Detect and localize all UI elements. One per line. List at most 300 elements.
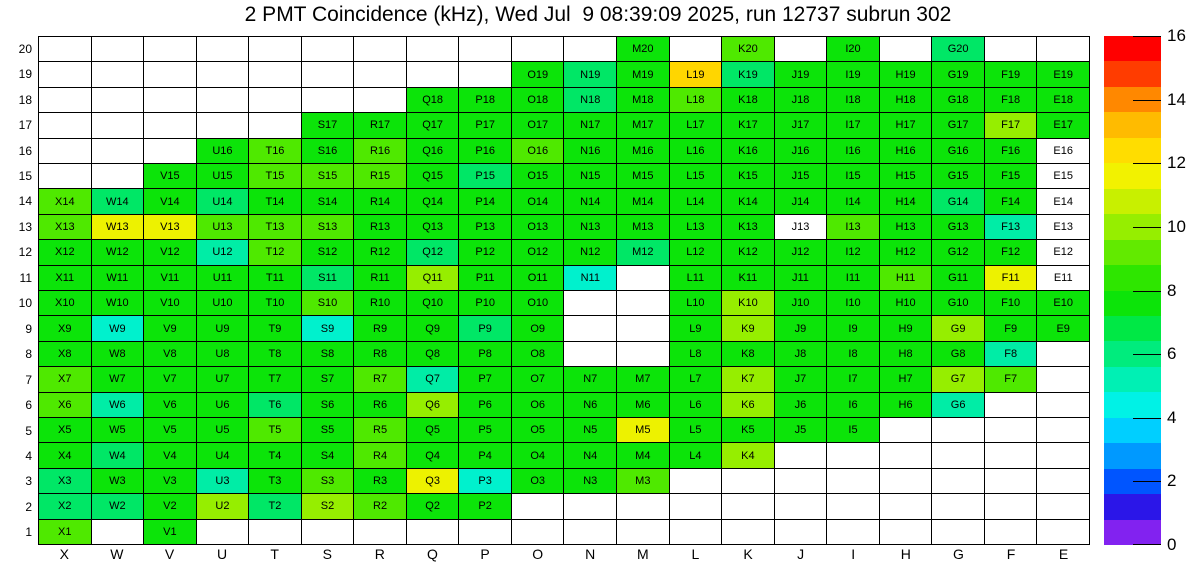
grid-cell-label: M3 (635, 474, 651, 487)
grid-cell-label: K14 (738, 195, 758, 208)
grid-cell-label: V6 (163, 398, 177, 411)
grid-cell-empty (670, 37, 723, 62)
grid-cell-label: K5 (741, 424, 755, 437)
grid-cell-label: N12 (580, 246, 601, 259)
row-label: 1 (25, 525, 32, 540)
grid-cell-label: R2 (373, 500, 388, 513)
grid-cell (564, 113, 617, 138)
grid-cell (932, 266, 985, 291)
grid-cell-label: Q2 (425, 500, 440, 513)
grid-cell (354, 443, 407, 468)
grid-cell-label: V14 (160, 195, 180, 208)
row-label: 18 (18, 92, 32, 107)
grid-cell (932, 113, 985, 138)
grid-cell (39, 494, 92, 519)
grid-cell-label: U2 (215, 500, 230, 513)
grid-cell-label: H6 (898, 398, 913, 411)
grid-cell (775, 316, 828, 341)
grid-cell-empty (985, 418, 1038, 443)
grid-cell-empty (932, 418, 985, 443)
grid-cell (670, 418, 723, 443)
row-label: 19 (18, 67, 32, 82)
grid-cell-empty (197, 62, 250, 87)
grid-cell (459, 367, 512, 392)
grid-cell (564, 215, 617, 240)
grid-cell (407, 215, 460, 240)
grid-cell (564, 164, 617, 189)
grid-cell (459, 418, 512, 443)
row-label: 7 (25, 372, 32, 387)
grid-cell-label: U12 (212, 246, 233, 259)
column-label: J (797, 546, 805, 562)
grid-cell-label: R9 (373, 322, 388, 335)
grid-cell (354, 367, 407, 392)
colorbar-tick-label: 0 (1167, 535, 1177, 554)
grid-cell (617, 367, 670, 392)
grid-cell-empty (1037, 393, 1090, 418)
grid-cell-label: K9 (741, 322, 755, 335)
grid-cell-label: P15 (475, 170, 495, 183)
grid-cell (197, 189, 250, 214)
grid-cell-empty (722, 469, 775, 494)
grid-cell (564, 393, 617, 418)
grid-cell-label: O18 (527, 93, 549, 106)
grid-cell-label: T12 (265, 246, 285, 259)
grid-cell-empty (92, 164, 145, 189)
grid-cell (775, 393, 828, 418)
grid-cell-label: H18 (895, 93, 916, 106)
grid-cell-empty (92, 37, 145, 62)
grid-cell-label: L18 (686, 93, 705, 106)
row-label: 11 (19, 270, 32, 285)
grid-cell-label: T7 (268, 373, 282, 386)
grid-cell-empty (775, 443, 828, 468)
grid-cell-empty (197, 113, 250, 138)
grid-cell (722, 443, 775, 468)
grid-cell (880, 139, 933, 164)
grid-cell-label: P12 (475, 246, 495, 259)
chart-title: 2 PMT Coincidence (kHz), Wed Jul 9 08:39:09 2025, run 12737 subrun 302 (244, 3, 952, 26)
grid-cell-empty (92, 62, 145, 87)
grid-cell-label: T16 (265, 144, 285, 157)
grid-cell-label: J16 (791, 144, 810, 157)
grid-cell (407, 266, 460, 291)
grid-cell (722, 189, 775, 214)
grid-cell (92, 316, 145, 341)
column-label: F (1006, 546, 1016, 562)
grid-cell-label: I8 (848, 347, 858, 360)
grid-cell (985, 164, 1038, 189)
grid-cell-label: I6 (848, 398, 858, 411)
grid-cell (617, 139, 670, 164)
grid-cell (459, 291, 512, 316)
row-label: 2 (25, 499, 32, 514)
grid-cell (302, 443, 355, 468)
grid-cell-label: U8 (215, 347, 230, 360)
grid-cell (670, 113, 723, 138)
grid-cell-label: V3 (163, 474, 177, 487)
grid-cell-label: N11 (580, 271, 600, 284)
grid-cell (932, 215, 985, 240)
grid-cell (459, 113, 512, 138)
colorbar-tick-line (1133, 36, 1161, 37)
grid-cell (249, 418, 302, 443)
grid-cell-empty (92, 139, 145, 164)
grid-cell (197, 240, 250, 265)
grid-cell-label: G6 (950, 398, 966, 411)
grid-cell-label: I18 (845, 93, 861, 106)
grid-cell (670, 342, 723, 367)
x-axis-column-labels (38, 546, 1090, 566)
grid-cell-empty (670, 469, 723, 494)
grid-cell (722, 316, 775, 341)
grid-cell-empty (617, 520, 670, 545)
grid-cell-empty (827, 520, 880, 545)
grid-cell (722, 367, 775, 392)
grid-cell-empty (302, 520, 355, 545)
grid-cell (144, 418, 197, 443)
grid-cell-label: F8 (1004, 347, 1018, 360)
grid-cell (932, 37, 985, 62)
grid-cell-empty (1037, 37, 1090, 62)
grid-cell (617, 418, 670, 443)
grid-cell-empty (1037, 418, 1090, 443)
grid-cell-label: N7 (583, 373, 598, 386)
row-label: 14 (18, 194, 32, 209)
grid-cell-label: X13 (54, 220, 75, 233)
row-label: 13 (18, 219, 32, 234)
grid-cell (880, 62, 933, 87)
grid-cell-label: X14 (54, 195, 75, 208)
grid-cell-label: W10 (106, 297, 129, 310)
grid-cell-label: V1 (163, 525, 177, 538)
grid-cell-label: J11 (792, 271, 809, 284)
grid-cell-label: Q18 (422, 93, 444, 106)
grid-cell-label: U16 (212, 144, 233, 157)
grid-cell (775, 418, 828, 443)
grid-cell-label: P7 (478, 373, 492, 386)
grid-cell-empty (985, 37, 1038, 62)
grid-cell-label: H14 (895, 195, 916, 208)
grid-cell-label: V15 (160, 170, 180, 183)
grid-cell-label: F14 (1001, 195, 1021, 208)
grid-cell (617, 88, 670, 113)
grid-cell-empty (249, 62, 302, 87)
grid-cell-label: F7 (1004, 373, 1018, 386)
grid-cell-label: W2 (109, 500, 126, 513)
grid-cell (92, 291, 145, 316)
grid-cell-label: P6 (478, 398, 492, 411)
grid-cell-empty (39, 62, 92, 87)
grid-cell-label: T11 (265, 271, 285, 284)
grid-cell (722, 139, 775, 164)
column-label: S (322, 546, 332, 562)
grid-cell (722, 113, 775, 138)
grid-cell-label: H19 (895, 68, 916, 81)
grid-cell-label: G8 (950, 347, 966, 360)
grid-cell (722, 393, 775, 418)
grid-cell-empty (932, 520, 985, 545)
grid-cell (564, 469, 617, 494)
grid-cell (827, 37, 880, 62)
grid-cell (407, 342, 460, 367)
grid-cell-label: K10 (738, 297, 758, 310)
grid-cell (512, 62, 565, 87)
grid-cell-empty (459, 520, 512, 545)
grid-cell-empty (39, 113, 92, 138)
grid-cell-label: F16 (1001, 144, 1021, 157)
grid-cell (617, 189, 670, 214)
grid-cell (670, 240, 723, 265)
grid-cell (39, 189, 92, 214)
grid-cell (617, 469, 670, 494)
grid-cell (617, 240, 670, 265)
grid-cell (92, 418, 145, 443)
grid-cell-empty (617, 342, 670, 367)
grid-cell (92, 469, 145, 494)
grid-cell (39, 291, 92, 316)
grid-cell-label: M5 (635, 424, 651, 437)
grid-cell-label: J8 (794, 347, 807, 360)
colorbar-tick-line (1133, 544, 1161, 545)
grid-cell-label: S7 (320, 373, 335, 386)
grid-cell-label: S14 (317, 195, 338, 208)
grid-cell (249, 215, 302, 240)
grid-cell-label: F12 (1001, 246, 1021, 259)
column-label: T (270, 546, 279, 562)
grid-cell-label: I19 (845, 68, 861, 81)
grid-cell (407, 189, 460, 214)
grid-cell (512, 443, 565, 468)
grid-cell-label: W7 (109, 373, 126, 386)
grid-cell-label: R3 (373, 474, 388, 487)
grid-cell-label: Q12 (422, 246, 444, 259)
grid-cell-label: V2 (163, 500, 177, 513)
grid-cell-empty (880, 494, 933, 519)
grid-cell (197, 443, 250, 468)
grid-cell-label: O19 (527, 68, 549, 81)
grid-cell-label: Q6 (425, 398, 440, 411)
grid-cell-label: P5 (478, 424, 492, 437)
grid-cell-label: R16 (369, 144, 391, 157)
grid-cell (39, 418, 92, 443)
grid-cell-label: R5 (373, 424, 388, 437)
grid-cell-label: K6 (741, 398, 755, 411)
grid-cell (459, 88, 512, 113)
grid-cell-empty (880, 418, 933, 443)
grid-cell (459, 240, 512, 265)
grid-cell-label: M20 (632, 43, 654, 56)
grid-cell-label: J14 (791, 195, 810, 208)
grid-cell (880, 266, 933, 291)
grid-cell-label: N13 (580, 220, 601, 233)
grid-cell-empty (564, 291, 617, 316)
grid-cell (249, 189, 302, 214)
grid-cell (197, 469, 250, 494)
grid-cell-empty (512, 494, 565, 519)
grid-cell (144, 443, 197, 468)
row-label: 20 (18, 41, 32, 56)
grid-cell (932, 88, 985, 113)
grid-cell (249, 342, 302, 367)
grid-cell-label: V8 (163, 347, 177, 360)
grid-cell (932, 316, 985, 341)
grid-cell (932, 62, 985, 87)
grid-cell-label: F9 (1004, 322, 1018, 335)
column-label: U (217, 546, 228, 562)
grid-cell-label: T6 (268, 398, 282, 411)
grid-cell-label: F18 (1001, 93, 1021, 106)
grid-cell-label: U3 (215, 474, 230, 487)
grid-cell-label: M17 (632, 119, 654, 132)
grid-cell-label: K13 (738, 220, 758, 233)
grid-cell-label: J12 (791, 246, 810, 259)
grid-cell (197, 164, 250, 189)
grid-cell-label: E11 (1053, 271, 1073, 284)
grid-cell (512, 316, 565, 341)
grid-cell-label: Q8 (425, 347, 440, 360)
grid-cell-empty (354, 520, 407, 545)
grid-cell-label: M12 (632, 246, 654, 259)
grid-cell (722, 266, 775, 291)
grid-cell (827, 240, 880, 265)
grid-cell-empty (1037, 342, 1090, 367)
grid-cell (775, 62, 828, 87)
grid-cell (512, 189, 565, 214)
row-label: 8 (25, 347, 32, 362)
grid-cell (459, 393, 512, 418)
grid-cell-label: O3 (530, 474, 546, 487)
grid-cell-label: T13 (265, 220, 285, 233)
grid-cell-label: S13 (317, 220, 338, 233)
grid-cell-label: S15 (317, 170, 338, 183)
column-label: E (1058, 546, 1069, 562)
grid-cell (144, 367, 197, 392)
grid-cell (39, 367, 92, 392)
grid-cell-label: T5 (268, 424, 282, 437)
grid-cell-empty (564, 37, 617, 62)
colorbar-tick-line (1133, 354, 1161, 355)
grid-cell (512, 291, 565, 316)
grid-cell-label: U7 (215, 373, 230, 386)
grid-cell (1037, 113, 1090, 138)
grid-cell (617, 164, 670, 189)
grid-cell-label: K8 (741, 347, 755, 360)
grid-cell-label: K18 (738, 93, 758, 106)
grid-cell-empty (407, 520, 460, 545)
grid-cell (302, 494, 355, 519)
grid-cell (92, 494, 145, 519)
grid-cell (354, 240, 407, 265)
grid-cell-label: K4 (741, 449, 755, 462)
grid-cell (775, 266, 828, 291)
grid-cell (775, 189, 828, 214)
grid-cell-label: Q11 (422, 271, 443, 284)
grid-cell-label: S17 (317, 119, 338, 132)
grid-cell (197, 266, 250, 291)
grid-cell (564, 88, 617, 113)
grid-cell-empty (880, 520, 933, 545)
grid-cell-label: I16 (845, 144, 861, 157)
grid-cell-label: I7 (848, 373, 858, 386)
grid-cell (144, 189, 197, 214)
grid-cell (512, 393, 565, 418)
grid-cell (512, 342, 565, 367)
grid-cell-empty (144, 88, 197, 113)
grid-cell-empty (92, 113, 145, 138)
grid-cell-empty (302, 88, 355, 113)
grid-cell-label: G12 (947, 246, 969, 259)
grid-cell (302, 240, 355, 265)
grid-cell-label: H10 (895, 297, 916, 310)
grid-cell-label: J13 (791, 220, 810, 233)
grid-cell-empty (354, 88, 407, 113)
grid-cell-empty (197, 37, 250, 62)
colorbar-tick-label: 6 (1167, 344, 1177, 364)
grid-cell-label: O9 (530, 322, 546, 335)
grid-cell (932, 291, 985, 316)
grid-cell (407, 418, 460, 443)
grid-cell-empty (1037, 494, 1090, 519)
grid-cell-empty (302, 62, 355, 87)
grid-cell (775, 139, 828, 164)
grid-cell-label: X5 (58, 424, 72, 437)
column-label: L (691, 546, 700, 562)
grid-cell-label: Q17 (422, 119, 444, 132)
grid-cell-label: Q4 (425, 449, 440, 462)
grid-cell (564, 240, 617, 265)
grid-cell (197, 316, 250, 341)
grid-cell-empty (249, 37, 302, 62)
grid-cell (302, 316, 355, 341)
grid-cell (249, 164, 302, 189)
grid-cell-label: V12 (160, 246, 180, 259)
grid-cell-label: S12 (317, 246, 338, 259)
grid-cell-label: E10 (1053, 297, 1073, 310)
grid-cell-label: U14 (212, 195, 233, 208)
grid-cell (1037, 291, 1090, 316)
grid-cell-label: R10 (369, 297, 391, 310)
grid-cell-empty (512, 520, 565, 545)
grid-cell-label: S10 (317, 297, 338, 310)
grid-cell (1037, 88, 1090, 113)
grid-cell-label: L7 (689, 373, 702, 386)
grid-cell-label: I11 (845, 271, 861, 284)
grid-cell-label: R15 (369, 170, 391, 183)
grid-cell-label: Q3 (425, 474, 440, 487)
grid-cell-label: E16 (1053, 144, 1073, 157)
grid-cell-label: G16 (947, 144, 969, 157)
grid-cell-label: I20 (845, 43, 861, 56)
grid-cell-label: U11 (212, 271, 233, 284)
grid-cell (407, 139, 460, 164)
grid-cell (39, 240, 92, 265)
grid-cell (144, 240, 197, 265)
grid-cell (354, 139, 407, 164)
grid-cell-label: J15 (791, 170, 810, 183)
colorbar-tick-label: 12 (1167, 153, 1186, 173)
grid-cell (564, 189, 617, 214)
grid-cell-label: F13 (1001, 220, 1021, 233)
grid-cell-label: H17 (895, 119, 916, 132)
grid-cell (92, 215, 145, 240)
grid-cell-label: O11 (527, 271, 548, 284)
grid-cell (827, 393, 880, 418)
grid-cell-label: S3 (320, 474, 335, 487)
grid-cell (1037, 164, 1090, 189)
column-label: I (851, 546, 856, 562)
grid-cell (827, 418, 880, 443)
